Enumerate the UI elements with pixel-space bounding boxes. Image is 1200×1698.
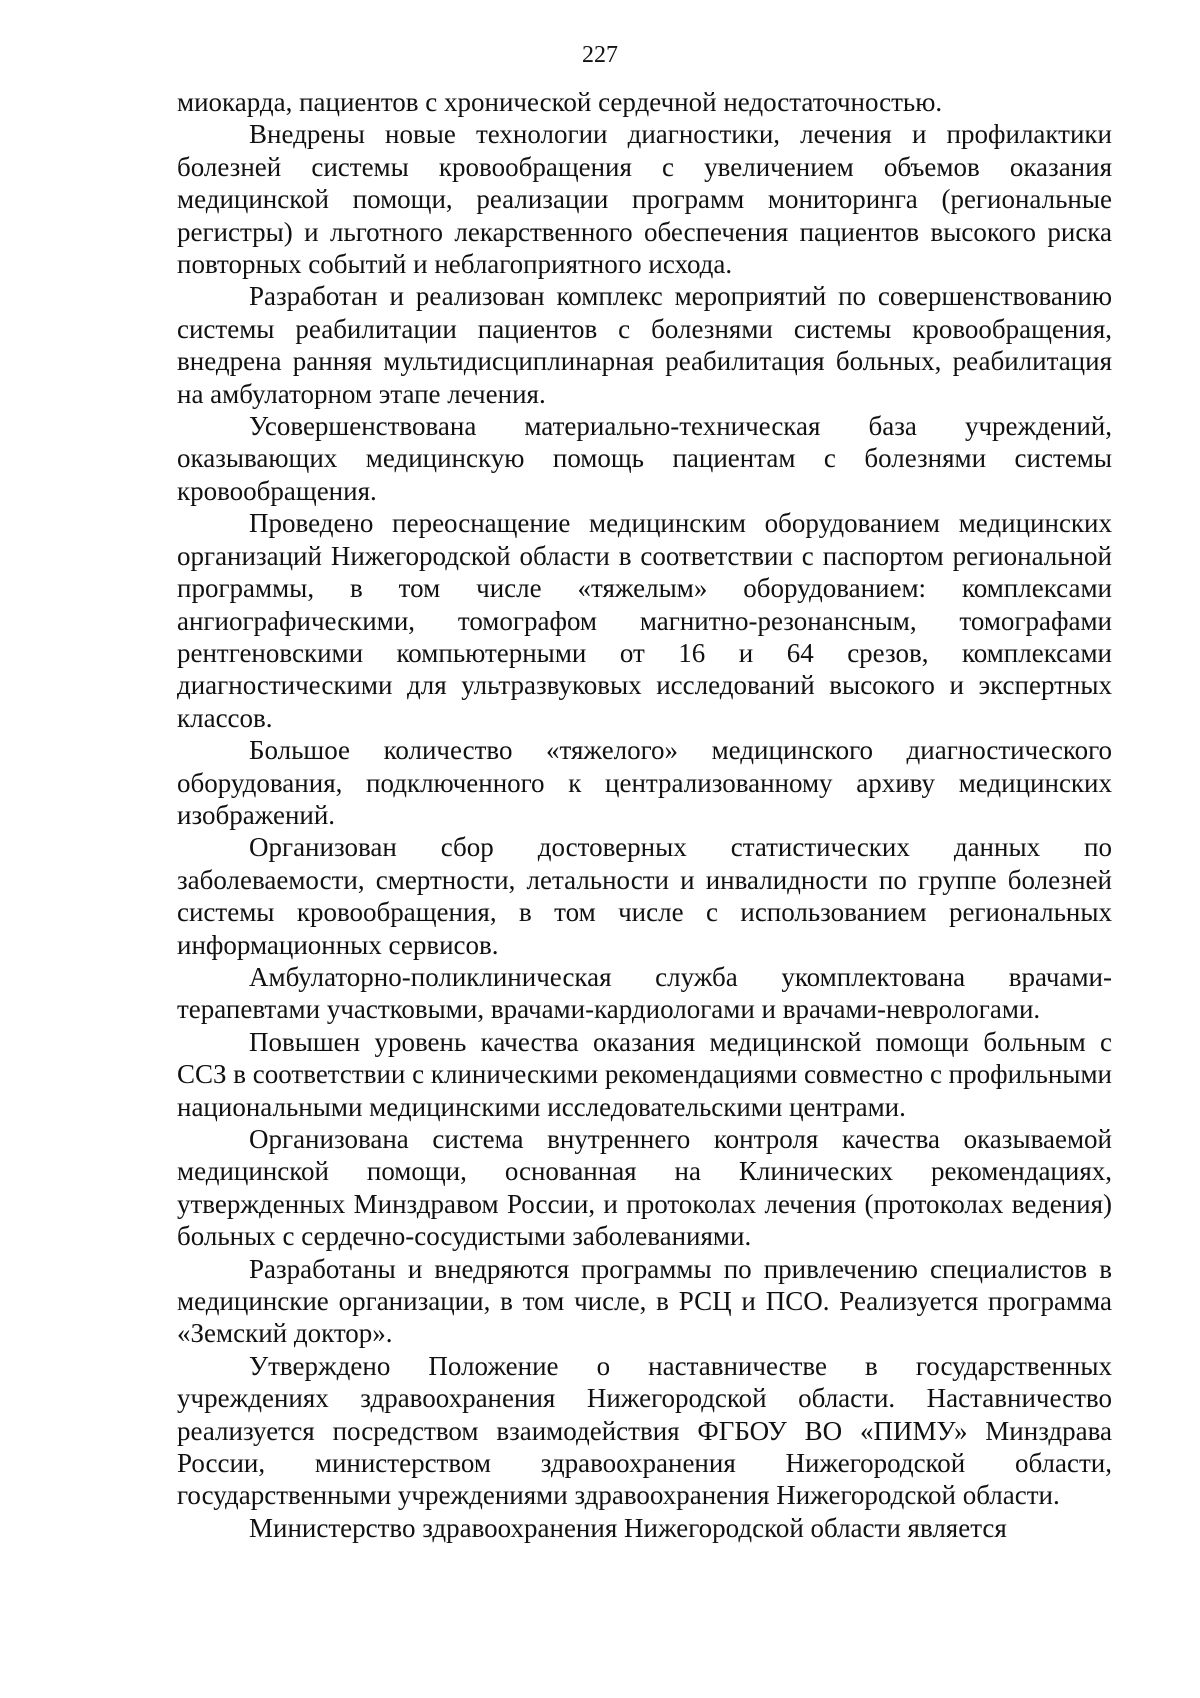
paragraph-equipment: Проведено переоснащение медицинским оборудованием медицинских организаций Нижегородской области в соответствии с паспортом региональной программы, в том числе «тяжелым» оборудованием: комплексами ангиографическими, томографом магнитно-резонансным, томографами рентгеновскими компьютерными от 16 и 64 срезов, комплексами диагностическими для ультразвуковых исследований высокого и экспертных классов. [177, 508, 1112, 733]
page-number: 227 [582, 42, 618, 68]
paragraph-material-base: Усовершенствована материально-техническая база учреждений, оказывающих медицинскую помощь пациентам с болезнями системы кровообращения. [177, 411, 1112, 506]
paragraph-rehabilitation: Разработан и реализован комплекс мероприятий по совершенствованию системы реабилитации пациентов с болезнями системы кровообращения, внедрена ранняя мультидисциплинарная реабилитация больных, реабилитация на амбулаторном этапе лечения. [177, 281, 1112, 409]
paragraph-outpatient: Амбулаторно-поликлиническая служба укомплектована врачами-терапевтами участковыми, врачами-кардиологами и врачами-неврологами. [177, 961, 1112, 1025]
paragraph-quality: Повышен уровень качества оказания медицинской помощи больным с ССЗ в соответствии с клиническими рекомендациями совместно с профильными национальными медицинскими исследовательскими центрами. [177, 1026, 1112, 1122]
paragraph-specialists: Разработаны и внедряются программы по привлечению специалистов в медицинские организации, в том числе, в РСЦ и ПСО. Реализуется программа «Земский доктор». [177, 1253, 1112, 1349]
document-body [177, 86, 1112, 1544]
paragraph-ministry: Министерство здравоохранения Нижегородской области является [249, 1512, 1007, 1543]
paragraph-archive: Большое количество «тяжелого» медицинского диагностического оборудования, подключенного к централизованному архиву медицинских изображений. [177, 735, 1112, 830]
paragraph-internal-control: Организована система внутреннего контроля качества оказываемой медицинской помощи, основанная на Клинических рекомендациях, утвержденных Минздравом России, и протоколах лечения (протоколах ведения) больных с сердечно-сосудистыми заболеваниями. [177, 1124, 1112, 1252]
paragraph-new-technologies: Внедрены новые технологии диагностики, лечения и профилактики болезней системы кровообращения с увеличением объемов оказания медицинской помощи, реализации программ мониторинга (региональные регистры) и льготного лекарственного обеспечения пациентов высокого риска повторных событий и неблагоприятного исхода. [177, 119, 1112, 280]
paragraph-statistics: Организован сбор достоверных статистических данных по заболеваемости, смертности, летальности и инвалидности по группе болезней системы кровообращения, в том числе с использованием региональных информационных сервисов. [177, 832, 1112, 960]
paragraph-continuation: миокарда, пациентов с хронической сердечной недостаточностью. [177, 87, 943, 117]
paragraph-mentoring: Утверждено Положение о наставничестве в государственных учреждениях здравоохранения Нижегородской области. Наставничество реализуется посредством взаимодействия ФГБОУ ВО «ПИМУ» Минздрава России, министерством здравоохранения Нижегородской области, государственными учреждениями здравоохранения Нижегородской области. [177, 1350, 1112, 1511]
